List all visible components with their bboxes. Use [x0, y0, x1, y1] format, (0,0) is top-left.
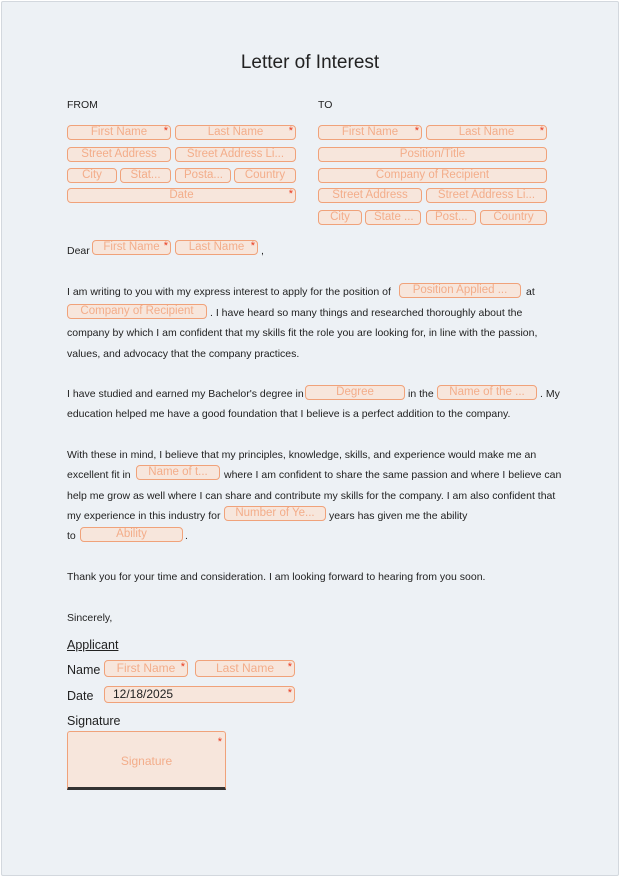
- applicant-name-label: Name: [67, 663, 101, 677]
- from-last-name-field[interactable]: Last Name *: [175, 125, 296, 140]
- to-state-field[interactable]: State ...: [365, 210, 421, 225]
- para3-line1-text: With these in mind, I believe that my principles, knowledge, skills, and experience would make me an: [67, 449, 537, 461]
- para2-my-text: . My: [540, 388, 560, 400]
- para1-line2-text: . I have heard so many things and researched thoroughly about the: [210, 307, 523, 319]
- to-city-field[interactable]: City: [318, 210, 362, 225]
- degree-field[interactable]: Degree: [305, 385, 405, 400]
- to-first-name-field[interactable]: First Name *: [318, 125, 422, 140]
- para3-to-text: to: [67, 530, 76, 542]
- page-title: Letter of Interest: [240, 52, 380, 73]
- dear-text: Dear: [67, 245, 90, 257]
- dear-last-name-field[interactable]: Last Name *: [175, 240, 258, 255]
- from-street-address-line2-field[interactable]: Street Address Li...: [175, 147, 296, 162]
- to-position-title-field[interactable]: Position/Title: [318, 147, 547, 162]
- para3-fit-in-text: excellent fit in: [67, 469, 131, 481]
- from-street-address-field[interactable]: Street Address: [67, 147, 171, 162]
- para1-line4-text: values, and advocacy that the company practices.: [67, 348, 300, 360]
- applicant-last-name-field[interactable]: Last Name *: [195, 660, 295, 677]
- to-country-field[interactable]: Country: [480, 210, 547, 225]
- ability-field[interactable]: Ability: [80, 527, 183, 542]
- position-applied-field[interactable]: Position Applied ...: [399, 283, 521, 298]
- dear-comma: ,: [261, 245, 264, 257]
- para2-line1-text: I have studied and earned my Bachelor's degree in: [67, 388, 304, 400]
- from-city-field[interactable]: City: [67, 168, 117, 183]
- para2-in-the-text: in the: [408, 388, 434, 400]
- from-country-field[interactable]: Country: [234, 168, 296, 183]
- from-postal-field[interactable]: Posta...: [175, 168, 231, 183]
- para3-company-field[interactable]: Name of t...: [136, 465, 220, 480]
- para1-company-field[interactable]: Company of Recipient: [67, 304, 207, 319]
- applicant-first-name-field[interactable]: First Name *: [104, 660, 188, 677]
- to-street-address-line2-field[interactable]: Street Address Li...: [426, 188, 547, 203]
- from-first-name-field[interactable]: First Name *: [67, 125, 171, 140]
- para3-line2-text: where I am confident to share the same passion and where I believe can: [224, 469, 562, 481]
- closing-line-text: Thank you for your time and consideration. I am looking forward to hearing from you soon.: [67, 571, 486, 583]
- para3-line4b-text: years has given me the ability: [329, 510, 468, 522]
- signature-label: Signature: [67, 714, 121, 728]
- school-name-field[interactable]: Name of the ...: [437, 385, 537, 400]
- para1-line1-text: I am writing to you with my express interest to apply for the position of: [67, 286, 391, 298]
- para3-line3-text: help me grow as well where I can share and contribute my skills for the company. I am also confident that: [67, 490, 556, 502]
- from-state-field[interactable]: Stat...: [120, 168, 171, 183]
- to-street-address-field[interactable]: Street Address: [318, 188, 422, 203]
- years-experience-field[interactable]: Number of Ye...: [224, 506, 326, 521]
- letter-page: [1, 1, 619, 876]
- dear-first-name-field[interactable]: First Name *: [92, 240, 171, 255]
- para3-line4a-text: my experience in this industry for: [67, 510, 221, 522]
- to-company-field[interactable]: Company of Recipient: [318, 168, 547, 183]
- para3-period: .: [185, 530, 188, 542]
- from-label: FROM: [67, 99, 98, 111]
- to-label: TO: [318, 99, 333, 111]
- para1-line3-text: company by which I am confident that my skills fit the role you are looking for, in line with the passion,: [67, 327, 538, 339]
- para1-at-text: at: [526, 286, 535, 298]
- to-last-name-field[interactable]: Last Name *: [426, 125, 547, 140]
- from-date-field[interactable]: Date *: [67, 188, 296, 203]
- applicant-date-field[interactable]: 12/18/2025 *: [104, 686, 295, 703]
- signature-pad[interactable]: Signature *: [67, 731, 226, 790]
- to-postal-field[interactable]: Post...: [426, 210, 476, 225]
- applicant-date-label: Date: [67, 689, 94, 703]
- applicant-heading: Applicant: [67, 638, 119, 652]
- para2-line2-text: education helped me have a good foundation that I believe is a perfect addition to the company.: [67, 408, 511, 420]
- sincerely-text: Sincerely,: [67, 612, 113, 624]
